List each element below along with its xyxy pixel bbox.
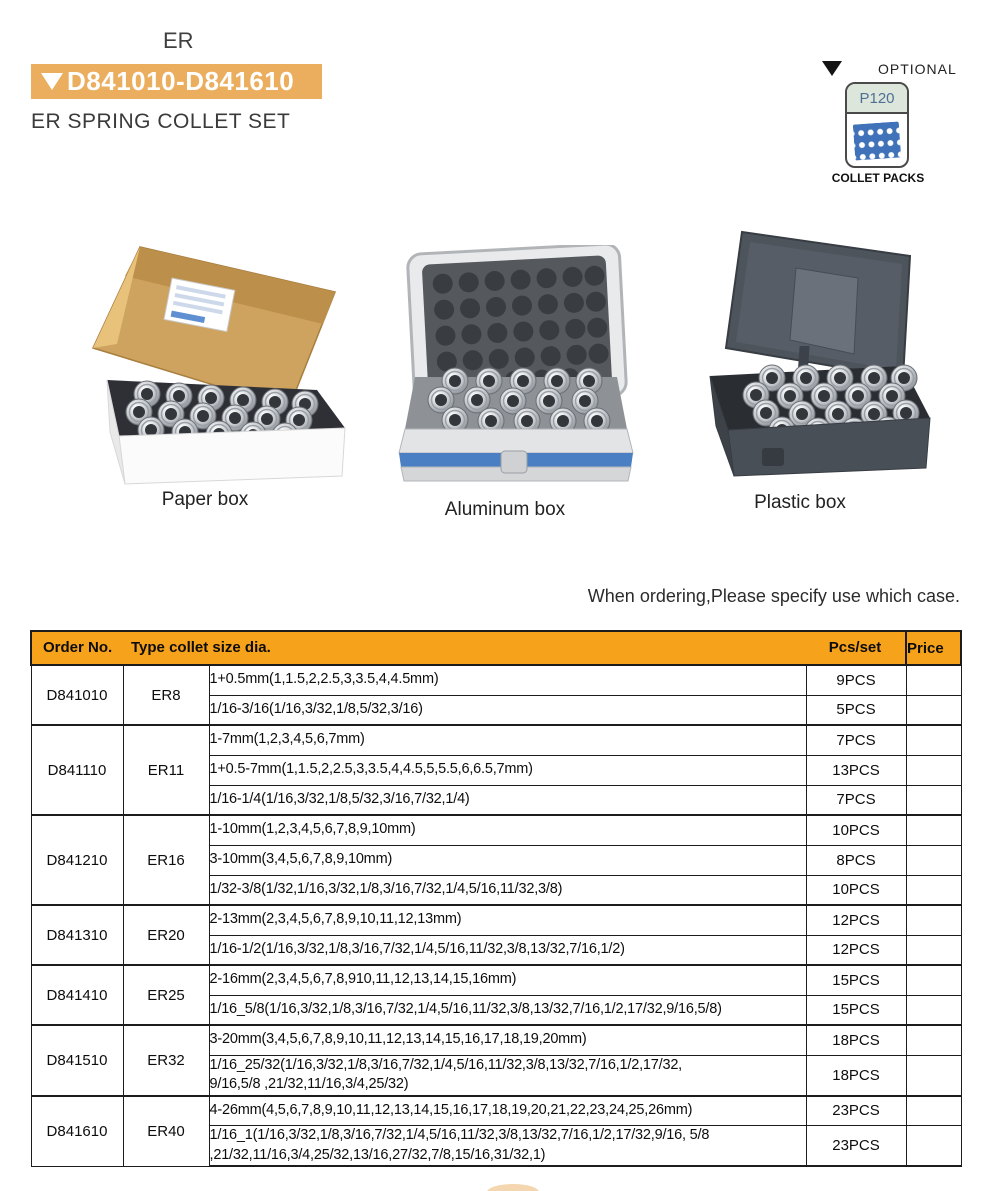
price-cell — [906, 725, 961, 755]
table-row — [31, 965, 961, 995]
table-row — [31, 1025, 961, 1055]
table-header-main — [31, 631, 906, 665]
price-cell — [906, 905, 961, 935]
size-range-cell: 1/16_25/32(1/16,3/32,1/8,3/16,7/32,1/4,5/16,11/32,3/8,13/32,7/16,1/2,17/32, 9/16,5/8 ,21/32,11/16,3/4,25/32) — [209, 1055, 806, 1096]
pcs-per-set-cell: 9PCS — [806, 665, 906, 695]
collet-pack-card — [845, 82, 909, 168]
pcs-per-set-cell: 18PCS — [806, 1025, 906, 1055]
pcs-per-set-cell: 15PCS — [806, 995, 906, 1025]
size-range-cell: 2-13mm(2,3,4,5,6,7,8,9,10,11,12,13mm) — [209, 905, 806, 935]
size-range-cell: 4-26mm(4,5,6,7,8,9,10,11,12,13,14,15,16,17,18,19,20,21,22,23,24,25,26mm) — [209, 1096, 806, 1126]
size-range-cell: 3-10mm(3,4,5,6,7,8,9,10mm) — [209, 845, 806, 875]
size-range-cell: 1/16-1/4(1/16,3/32,1/8,5/32,3/16,7/32,1/4) — [209, 785, 806, 815]
table-row — [31, 815, 961, 845]
order-no-cell: D841310 — [31, 905, 123, 965]
pack-caption: COLLET PACKS — [831, 171, 925, 185]
price-cell — [906, 665, 961, 695]
order-no-cell: D841010 — [31, 665, 123, 725]
pcs-per-set-cell: 5PCS — [806, 695, 906, 725]
pcs-per-set-cell: 10PCS — [806, 875, 906, 905]
size-range-cell: 1/32-3/8(1/32,1/16,3/32,1/8,3/16,7/32,1/4,5/16,11/32,3/8) — [209, 875, 806, 905]
size-range-cell: 1/16-1/2(1/16,3/32,1/8,3/16,7/32,1/4,5/16,11/32,3/8,13/32,7/16,1/2) — [209, 935, 806, 965]
header-price: Price — [906, 631, 961, 665]
collet-type-cell: ER32 — [123, 1025, 209, 1096]
pcs-per-set-cell: 23PCS — [806, 1126, 906, 1167]
collet-type-cell: ER20 — [123, 905, 209, 965]
price-cell — [906, 875, 961, 905]
order-no-cell: D841410 — [31, 965, 123, 1025]
table-header-row — [31, 631, 961, 665]
price-cell — [906, 695, 961, 725]
price-cell — [906, 965, 961, 995]
optional-label: OPTIONAL — [878, 61, 957, 77]
product-code-range: D841010-D841610 — [67, 66, 295, 96]
pcs-per-set-cell: 7PCS — [806, 725, 906, 755]
collet-type-cell: ER11 — [123, 725, 209, 815]
collet-type-cell: ER40 — [123, 1096, 209, 1167]
plastic-box-image — [670, 226, 955, 493]
triangle-down-icon — [822, 61, 842, 76]
paper-box-image — [55, 232, 355, 492]
triangle-down-icon — [41, 73, 63, 90]
price-cell — [906, 845, 961, 875]
collet-pack-dots-icon — [853, 121, 901, 160]
pcs-per-set-cell: 12PCS — [806, 905, 906, 935]
page-subtitle: ER SPRING COLLET SET — [31, 110, 291, 133]
order-no-cell: D841210 — [31, 815, 123, 905]
size-range-cell: 1-10mm(1,2,3,4,5,6,7,8,9,10mm) — [209, 815, 806, 845]
price-cell — [906, 995, 961, 1025]
pcs-per-set-cell: 8PCS — [806, 845, 906, 875]
price-cell — [906, 755, 961, 785]
collet-type-cell: ER16 — [123, 815, 209, 905]
image-caption: Paper box — [161, 489, 249, 510]
pcs-per-set-cell: 10PCS — [806, 815, 906, 845]
size-range-cell: 3-20mm(3,4,5,6,7,8,9,10,11,12,13,14,15,16,17,18,19,20mm) — [209, 1025, 806, 1055]
table-row — [31, 905, 961, 935]
pcs-per-set-cell: 13PCS — [806, 755, 906, 785]
size-range-cell: 1/16_5/8(1/16,3/32,1/8,3/16,7/32,1/4,5/16,11/32,3/8,13/32,7/16,1/2,17/32,9/16,5/8) — [209, 995, 806, 1025]
order-no-cell: D841510 — [31, 1025, 123, 1096]
header-type-size: Type collet size dia. — [131, 639, 271, 656]
aluminum-box-image — [375, 245, 640, 500]
size-range-cell: 2-16mm(2,3,4,5,6,7,8,910,11,12,13,14,15,16mm) — [209, 965, 806, 995]
header-pcs-set: Pcs/set — [828, 639, 882, 656]
size-range-cell: 1-7mm(1,2,3,4,5,6,7mm) — [209, 725, 806, 755]
page-bottom-ornament — [487, 1184, 539, 1191]
collet-type-cell: ER25 — [123, 965, 209, 1025]
price-cell — [906, 935, 961, 965]
order-no-cell: D841110 — [31, 725, 123, 815]
product-code-banner — [31, 64, 322, 99]
price-cell — [906, 785, 961, 815]
price-cell — [906, 1126, 961, 1167]
price-cell — [906, 815, 961, 845]
image-caption: Plastic box — [754, 492, 846, 513]
pack-code-label: P120 — [847, 84, 907, 114]
size-range-cell: 1+0.5mm(1,1.5,2,2.5,3,3.5,4,4.5mm) — [209, 665, 806, 695]
header-order-no: Order No. — [43, 639, 113, 656]
size-range-cell: 1/16-3/16(1/16,3/32,1/8,5/32,3/16) — [209, 695, 806, 725]
pcs-per-set-cell: 23PCS — [806, 1096, 906, 1126]
series-label: ER — [163, 28, 194, 53]
table-row — [31, 665, 961, 695]
ordering-note: When ordering,Please specify use which case. — [587, 586, 960, 606]
pcs-per-set-cell: 7PCS — [806, 785, 906, 815]
product-table-body — [31, 665, 961, 1166]
size-range-cell: 1/16_1(1/16,3/32,1/8,3/16,7/32,1/4,5/16,11/32,3/8,13/32,7/16,1/2,17/32,9/16, 5/8 ,21/32,11/16,3/4,25/32,13/16,27/32,7/8,15/16,31/32,1) — [209, 1126, 806, 1167]
price-cell — [906, 1096, 961, 1126]
image-caption: Aluminum box — [444, 499, 566, 520]
collet-type-cell: ER8 — [123, 665, 209, 725]
size-range-cell: 1+0.5-7mm(1,1.5,2,2.5,3,3.5,4,4.5,5,5.5,6,6.5,7mm) — [209, 755, 806, 785]
pcs-per-set-cell: 18PCS — [806, 1055, 906, 1096]
table-row — [31, 1096, 961, 1126]
order-no-cell: D841610 — [31, 1096, 123, 1167]
price-cell — [906, 1025, 961, 1055]
price-cell — [906, 1055, 961, 1096]
pcs-per-set-cell: 15PCS — [806, 965, 906, 995]
pcs-per-set-cell: 12PCS — [806, 935, 906, 965]
table-row — [31, 725, 961, 755]
product-table — [30, 630, 962, 1167]
